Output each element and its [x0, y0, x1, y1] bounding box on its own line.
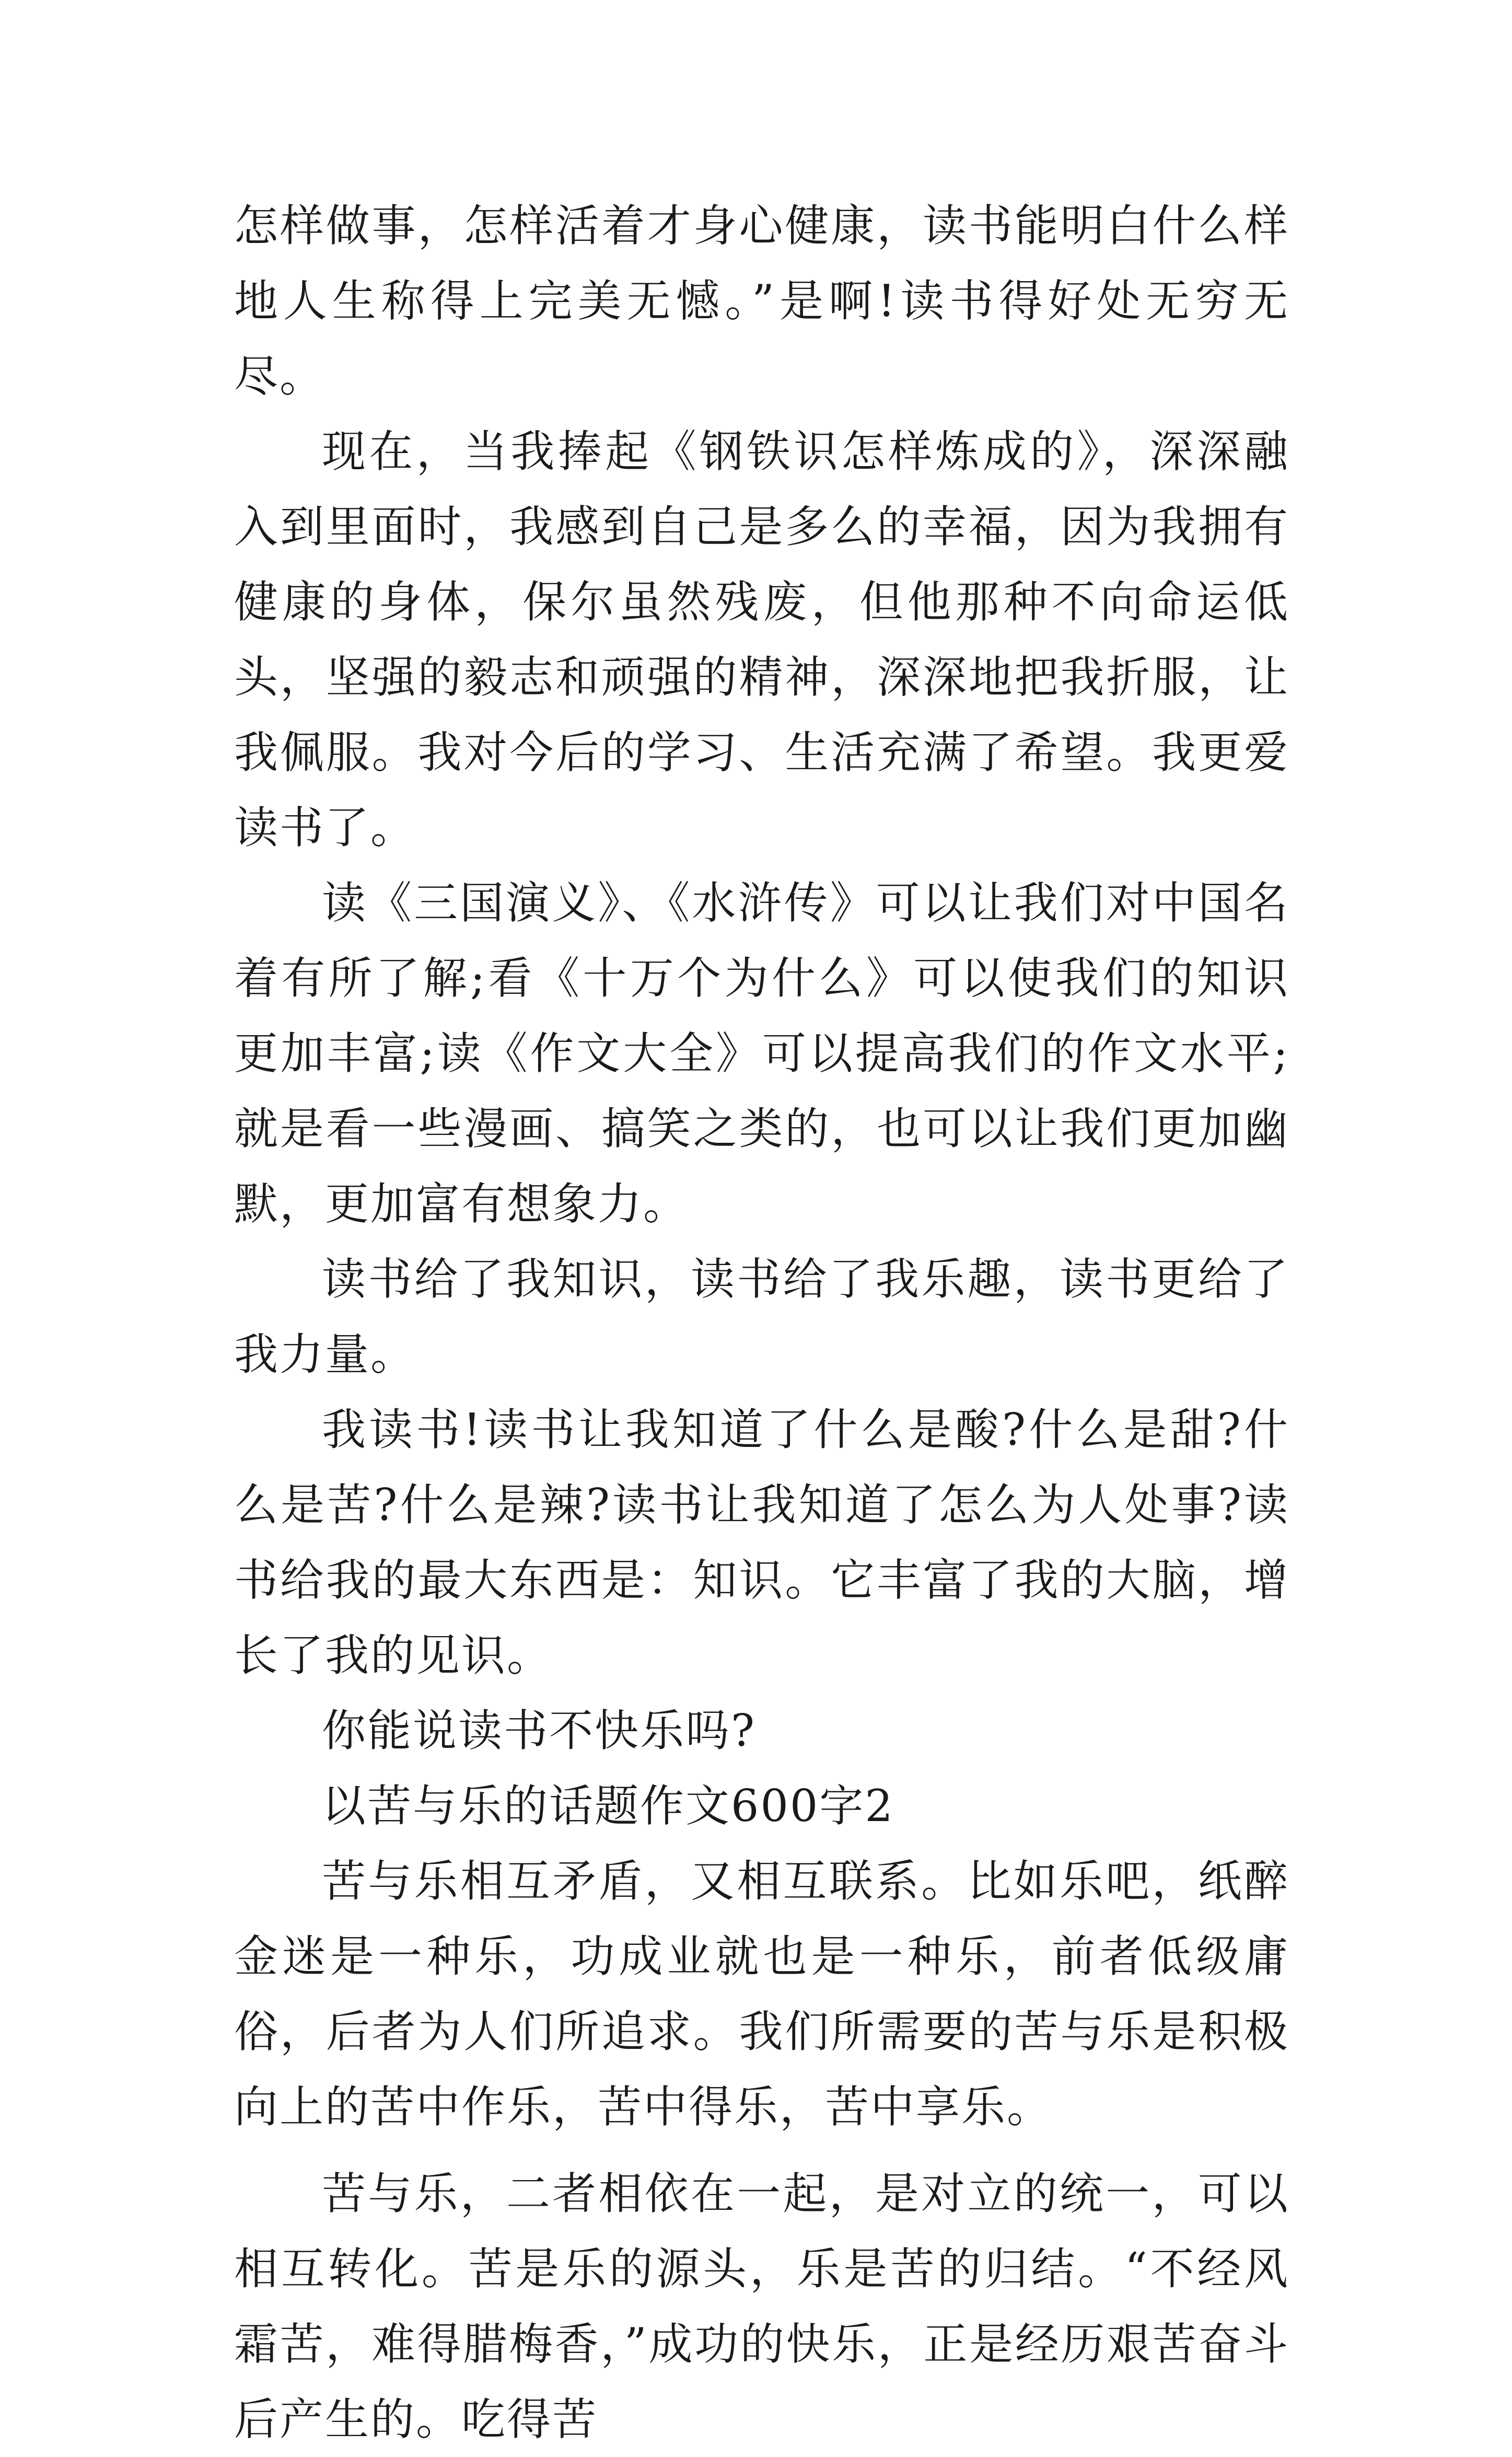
paragraph-7: 苦与乐相互矛盾，又相互联系。比如乐吧，纸醉金迷是一种乐，功成业就也是一种乐，前者低级庸俗，后者为人们所追求。我们所需要的苦与乐是积极向上的苦中作乐，苦中得乐，苦中享乐。: [234, 1856, 1289, 2133]
document-body: [234, 188, 1289, 2457]
paragraph-6: 你能说读书不快乐吗?: [322, 1705, 757, 1756]
paragraph-5: 我读书!读书让我知道了什么是酸?什么是甜?什么是苦?什么是辣?读书让我知道了怎么为人处事?读书给我的最大东西是：知识。它丰富了我的大脑，增长了我的见识。: [234, 1404, 1289, 1681]
section-heading: 以苦与乐的话题作文600字2: [322, 1780, 894, 1832]
paragraph-3: 读《三国演义》、《水浒传》可以让我们对中国名着有所了解;看《十万个为什么》可以使我们的知识更加丰富;读《作文大全》可以提高我们的作文水平;就是看一些漫画、搞笑之类的，也可以让我们更加幽默，更加富有想象力。: [234, 877, 1289, 1230]
paragraph-4: 读书给了我知识，读书给了我乐趣，读书更给了我力量。: [234, 1254, 1289, 1380]
paragraph-2: 现在，当我捧起《钢铁识怎样炼成的》，深深融入到里面时，我感到自己是多么的幸福，因为我拥有健康的身体，保尔虽然残废，但他那种不向命运低头，坚强的毅志和顽强的精神，深深地把我折服，让我佩服。我对今后的学习、生活充满了希望。我更爱读书了。: [234, 426, 1289, 853]
paragraph-1: 怎样做事，怎样活着才身心健康，读书能明白什么样地人生称得上完美无憾。”是啊!读书得好处无穷无尽。: [234, 200, 1289, 402]
paragraph-8: 苦与乐，二者相依在一起，是对立的统一，可以相互转化。苦是乐的源头，乐是苦的归结。“不经风霜苦，难得腊梅香，”成功的快乐，正是经历艰苦奋斗后产生的。吃得苦: [234, 2168, 1289, 2445]
